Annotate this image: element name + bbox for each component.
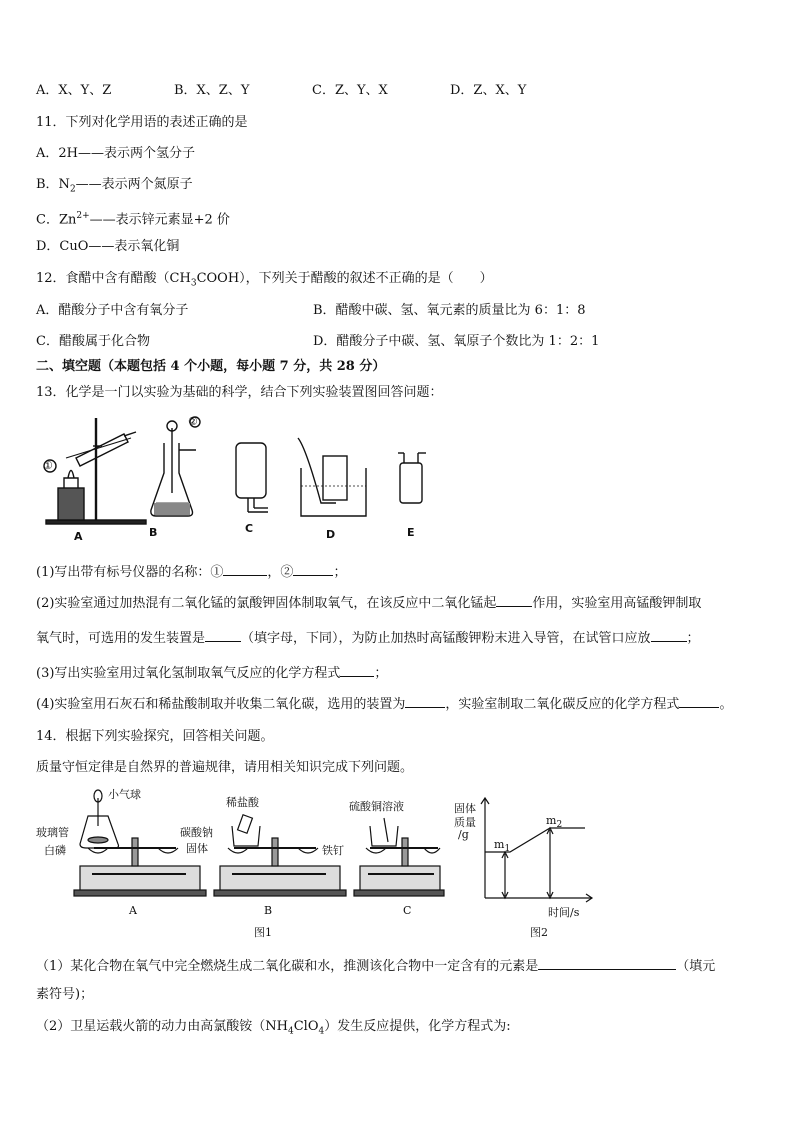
q14-intro: 质量守恒定律是自然界的普遍规律，请用相关知识完成下列问题。 bbox=[36, 760, 414, 775]
label-marker-1: ① bbox=[43, 459, 53, 472]
q13-p2-rest: 作用，实验室用高锰酸钾制取 bbox=[532, 596, 702, 611]
label-apparatus-b: B bbox=[149, 526, 158, 539]
q12-stem-rest: COOH），下列关于醋酸的叙述不正确的是（ ） bbox=[196, 271, 493, 286]
q13-p4-mid: ，实验室制取二氧化碳反应的化学方程式 bbox=[445, 697, 680, 712]
label-glass-tube: 玻璃管 bbox=[36, 826, 69, 839]
label-dilute-hcl: 稀盐酸 bbox=[226, 796, 259, 809]
label-apparatus-e: E bbox=[407, 526, 415, 539]
q14-figure-2 bbox=[450, 796, 600, 942]
label-balance-b: B bbox=[264, 904, 273, 917]
figure-2-caption: 图2 bbox=[530, 926, 548, 939]
q14-p2-text: （2）卫星运载火箭的动力由高氯酸铵（NH bbox=[36, 1019, 288, 1034]
q13-p2-l2-end: ； bbox=[686, 631, 700, 646]
q11-option-d: D．CuO——表示氧化铜 bbox=[36, 239, 180, 254]
graph-x-label: 时间/s bbox=[548, 906, 580, 919]
graph-label-m2 bbox=[546, 814, 562, 830]
q13-part-3 bbox=[36, 664, 387, 683]
q11-c-sup: 2+ bbox=[76, 211, 90, 221]
label-balance-a: A bbox=[129, 904, 137, 917]
label-copper-sulfate: 硫酸铜溶液 bbox=[349, 800, 404, 813]
q14-part-1-line1 bbox=[36, 957, 715, 976]
section-2-heading: 二、填空题（本题包括 4 个小题，每小题 7 分，共 28 分） bbox=[36, 359, 386, 374]
q13-p3-end: ； bbox=[374, 666, 388, 681]
q10-option-b: B．X、Z、Y bbox=[174, 83, 250, 98]
q11-c-rest: ——表示锌元素显+2 价 bbox=[89, 212, 230, 228]
answer-blank[interactable] bbox=[340, 664, 374, 677]
q10-option-a: A．X、Y、Z bbox=[36, 83, 112, 98]
q12-option-d: D．醋酸分子中碳、氢、氧原子个数比为 1：2：1 bbox=[313, 334, 600, 349]
label-apparatus-c: C bbox=[245, 522, 254, 535]
q13-p1-mid: ，② bbox=[267, 565, 294, 580]
q13-part-4 bbox=[36, 695, 732, 714]
label-apparatus-a: A bbox=[74, 530, 83, 543]
q12-options-ab bbox=[36, 302, 590, 320]
q11-option-b bbox=[36, 176, 193, 199]
q12-options-cd bbox=[36, 333, 600, 351]
q14-p1-rest: （填元 bbox=[676, 959, 716, 974]
q13-part-1 bbox=[36, 563, 346, 582]
q11-b-text: B．N bbox=[36, 177, 70, 192]
label-solid: 固体 bbox=[186, 842, 208, 855]
answer-blank[interactable] bbox=[293, 563, 333, 576]
q13-p4-text: (4)实验室用石灰石和稀盐酸制取并收集二氧化碳，选用的装置为 bbox=[36, 697, 406, 712]
q11-b-rest: ——表示两个氮原子 bbox=[75, 177, 193, 192]
q13-part-2-line2 bbox=[36, 629, 700, 648]
answer-blank[interactable] bbox=[651, 629, 687, 642]
m1-sub: 1 bbox=[504, 844, 511, 855]
m1-letter: m bbox=[494, 838, 505, 851]
q13-stem: 13．化学是一门以实验为基础的科学，结合下列实验装置图回答问题： bbox=[36, 385, 443, 400]
q11-b-sub: 2 bbox=[69, 184, 76, 195]
q12-option-b: B．醋酸中碳、氢、氧元素的质量比为 6：1：8 bbox=[313, 303, 586, 318]
graph-y-label-2: 质量 bbox=[454, 816, 476, 829]
label-sodium-carbonate: 碳酸钠 bbox=[180, 826, 213, 839]
q13-p2-text: (2)实验室通过加热混有二氧化锰的氯酸钾固体制取氧气，在该反应中二氧化锰起 bbox=[36, 596, 497, 611]
label-apparatus-d: D bbox=[326, 528, 336, 541]
answer-blank[interactable] bbox=[223, 563, 267, 576]
q14-figure-1 bbox=[36, 786, 446, 938]
q13-p2-l2-text: 氧气时，可选用的发生装置是 bbox=[36, 631, 206, 646]
label-white-phosphorus: 白磷 bbox=[44, 844, 66, 857]
q13-p3-text: (3)写出实验室用过氧化氢制取氧气反应的化学方程式 bbox=[36, 666, 341, 681]
q14-p2-rest: ）发生反应提供，化学方程式为: bbox=[324, 1019, 511, 1034]
q13-part-2-line1 bbox=[36, 594, 701, 613]
q12-option-a: A．醋酸分子中含有氧分子 bbox=[36, 303, 189, 318]
q10-option-c: C．Z、Y、X bbox=[312, 83, 388, 98]
m2-letter: m bbox=[546, 814, 557, 827]
figure-1-caption: 图1 bbox=[254, 926, 272, 939]
q12-stem bbox=[36, 270, 493, 293]
q14-part-1-line2: 素符号)； bbox=[36, 987, 94, 1002]
q13-p1-end: ； bbox=[333, 565, 347, 580]
q11-stem: 11．下列对化学用语的表述正确的是 bbox=[36, 115, 248, 130]
q12-option-c: C．醋酸属于化合物 bbox=[36, 334, 150, 349]
q13-p4-end: 。 bbox=[719, 697, 733, 712]
q11-option-a: A．2H——表示两个氢分子 bbox=[36, 146, 195, 161]
q13-p2-l2-mid: （填字母，下同），为防止加热时高锰酸钾粉末进入导管，在试管口应放 bbox=[241, 631, 651, 646]
q12-stem-text: 12．食醋中含有醋酸（CH bbox=[36, 271, 191, 286]
label-iron-nail: 铁钉 bbox=[322, 844, 344, 857]
answer-blank[interactable] bbox=[679, 695, 719, 708]
q13-apparatus-figure bbox=[36, 408, 456, 548]
q13-p1-text: (1)写出带有标号仪器的名称：① bbox=[36, 565, 224, 580]
q14-p2-mid: ClO bbox=[293, 1019, 319, 1034]
graph-y-label-1: 固体 bbox=[454, 802, 476, 815]
q10-options bbox=[36, 82, 588, 100]
q12-stem-sub: 3 bbox=[190, 278, 197, 289]
answer-blank[interactable] bbox=[205, 629, 241, 642]
q11-option-c bbox=[36, 207, 230, 229]
q14-stem: 14．根据下列实验探究，回答相关问题。 bbox=[36, 729, 274, 744]
label-balloon: 小气球 bbox=[108, 788, 141, 801]
graph-label-m1 bbox=[494, 838, 510, 854]
answer-blank[interactable] bbox=[538, 957, 676, 970]
q11-c-text: C．Zn bbox=[36, 212, 77, 228]
q14-part-2 bbox=[36, 1018, 511, 1041]
q10-option-d: D．Z、X、Y bbox=[450, 83, 527, 98]
m2-sub: 2 bbox=[556, 820, 563, 831]
q14-p2-sub2: 4 bbox=[318, 1026, 325, 1037]
label-balance-c: C bbox=[403, 904, 412, 917]
answer-blank[interactable] bbox=[405, 695, 445, 708]
q14-p2-sub1: 4 bbox=[287, 1026, 294, 1037]
graph-y-label-3: /g bbox=[458, 828, 469, 841]
q14-p1-text: （1）某化合物在氧气中完全燃烧生成二氧化碳和水，推测该化合物中一定含有的元素是 bbox=[36, 959, 539, 974]
answer-blank[interactable] bbox=[496, 594, 532, 607]
label-marker-2: ② bbox=[188, 415, 198, 428]
